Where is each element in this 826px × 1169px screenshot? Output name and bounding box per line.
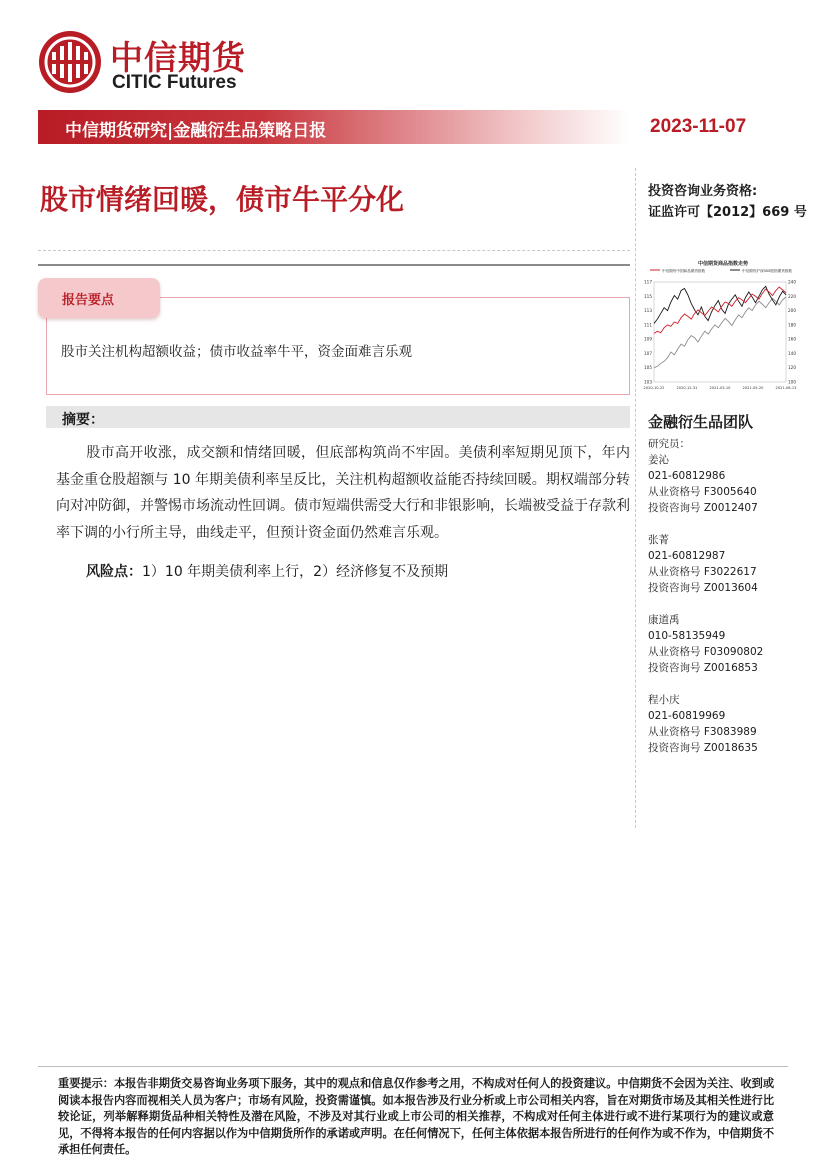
y-tick-label-left: 109 bbox=[644, 336, 652, 342]
analyst-phone: 021-60812986 bbox=[648, 470, 726, 482]
abstract-text: 股市高开收涨，成交额和情绪回暖，但底部构筑尚不牢固。美债利率短期见顶下，年内基金重仓股超额与 10 年期美债利率呈反比，关注机构超额收益能否持续回暖。期权端部分转向对冲防御，并警惕市场流动性回调。债市短端供需受大行和非银影响，长端被受益于存款利率下调的小行所主导，曲线走平，但预计资金面仍然难言乐观。 bbox=[56, 445, 630, 541]
team-role-label: 研究员： bbox=[648, 438, 690, 450]
risk-points bbox=[86, 561, 448, 581]
analyst-license: 从业资格号 F3005640 bbox=[648, 486, 757, 498]
report-date: 2023-11-07 bbox=[650, 116, 747, 137]
analyst-name: 康道禹 bbox=[648, 614, 680, 626]
disclaimer-text: 重要提示：本报告非期货交易咨询业务项下服务，其中的观点和信息仅作参考之用，不构成对任何人的投资建议。中信期货不会因为关注、收到或阅读本报告内容而视相关人员为客户；市场有风险，投资需谨慎。如本报告涉及行业分析或上市公司相关内容，旨在对期货市场及其相关性进行比较论证，列举解释期货品种相关特性及潜在风险，不涉及对其行业或上市公司的相关推荐，不构成对任何主体进行或不进行某项行为的建议或意见，不得将本报告的任何内容据以作为中信期货所作的承诺或声明。在任何情况下，任何主体依据本报告所进行的任何作为或不作为，中信期货不承担任何责任。 bbox=[58, 1077, 775, 1156]
analyst-phone: 021-60812987 bbox=[648, 550, 726, 562]
analyst-card bbox=[648, 532, 818, 596]
x-tick-label: 2020-12-31 bbox=[676, 386, 698, 390]
abstract-body bbox=[56, 440, 630, 546]
analyst-advisory: 投资咨询号 Z0013604 bbox=[648, 582, 758, 594]
banner-title: 中信期货研究|金融衍生品策略日报 bbox=[65, 121, 327, 141]
legend-label-equity: 中信期货沪深300股指期货指数 bbox=[742, 269, 792, 273]
y-tick-label-left: 111 bbox=[644, 322, 652, 328]
legend-label-commodity: 中信期货中国商品期货指数 bbox=[662, 269, 706, 273]
qualification-label: 投资咨询业务资格: bbox=[648, 184, 758, 199]
y-tick-label-left: 113 bbox=[644, 308, 652, 314]
series-line-1 bbox=[654, 286, 786, 323]
team-list bbox=[648, 436, 818, 772]
analyst-advisory: 投资咨询号 Z0012407 bbox=[648, 502, 758, 514]
team-title: 金融衍生品团队 bbox=[648, 413, 754, 431]
x-tick-label: 2021-03-10 bbox=[709, 386, 731, 390]
y-tick-label-left: 103 bbox=[644, 379, 652, 385]
analyst-phone: 021-60819969 bbox=[648, 710, 726, 722]
x-tick-label: 2021-08-13 bbox=[775, 386, 797, 390]
y-tick-label-right: 240 bbox=[788, 279, 796, 285]
analyst-card bbox=[648, 612, 818, 676]
index-trend-chart bbox=[640, 258, 806, 404]
abstract-label: 摘要： bbox=[62, 412, 104, 428]
analyst-card bbox=[648, 452, 818, 516]
y-tick-label-left: 105 bbox=[644, 365, 652, 371]
column-divider bbox=[635, 168, 636, 828]
y-tick-label-right: 140 bbox=[788, 350, 796, 356]
y-tick-label-right: 180 bbox=[788, 322, 796, 328]
y-tick-label-left: 115 bbox=[644, 293, 652, 299]
analyst-name: 张菁 bbox=[648, 534, 669, 546]
x-tick-label: 2020-10-22 bbox=[643, 386, 665, 390]
logo-english-name: CITIC Futures bbox=[112, 72, 237, 93]
logo-chinese-name: 中信期货 bbox=[110, 38, 246, 77]
analyst-advisory: 投资咨询号 Z0016853 bbox=[648, 662, 758, 674]
analyst-license: 从业资格号 F3022617 bbox=[648, 566, 757, 578]
key-points-label: 报告要点 bbox=[62, 293, 115, 308]
footer-divider bbox=[38, 1066, 788, 1067]
analyst-name: 程小庆 bbox=[648, 694, 680, 706]
x-tick-label: 2021-05-20 bbox=[742, 386, 764, 390]
y-tick-label-right: 120 bbox=[788, 365, 796, 371]
report-series-banner bbox=[38, 110, 630, 144]
citic-logo-icon bbox=[38, 30, 102, 94]
analyst-advisory: 投资咨询号 Z0018635 bbox=[648, 742, 758, 754]
analyst-card bbox=[648, 692, 818, 756]
analyst-name: 姜沁 bbox=[648, 454, 669, 466]
y-tick-label-right: 220 bbox=[788, 293, 796, 299]
analyst-phone: 010-58135949 bbox=[648, 630, 726, 642]
analyst-license: 从业资格号 F3083989 bbox=[648, 726, 757, 738]
abstract-header bbox=[46, 406, 630, 428]
chart-title: 中信期货商品指数走势 bbox=[697, 261, 749, 267]
series-line-2 bbox=[654, 297, 786, 368]
risk-text: 1）10 年期美债利率上行，2）经济修复不及预期 bbox=[142, 564, 449, 580]
series-line-0 bbox=[654, 287, 786, 333]
company-logo bbox=[38, 30, 258, 98]
y-tick-label-right: 200 bbox=[788, 308, 796, 314]
report-title: 股市情绪回暖，债市牛平分化 bbox=[40, 183, 405, 216]
risk-label: 风险点： bbox=[86, 564, 142, 580]
title-divider bbox=[38, 250, 630, 251]
section-divider bbox=[38, 264, 630, 266]
analyst-license: 从业资格号 F03090802 bbox=[648, 646, 764, 658]
qualification-license: 证监许可【2012】669 号 bbox=[648, 205, 807, 220]
key-points-text: 股市关注机构超额收益；债市收益率牛平，资金面难言乐观 bbox=[61, 344, 412, 360]
y-tick-label-left: 107 bbox=[644, 350, 652, 356]
key-points-tab bbox=[38, 278, 160, 318]
y-tick-label-left: 117 bbox=[644, 279, 652, 285]
index-trend-chart-svg bbox=[640, 258, 806, 404]
y-tick-label-right: 160 bbox=[788, 336, 796, 342]
y-tick-label-right: 100 bbox=[788, 379, 796, 385]
